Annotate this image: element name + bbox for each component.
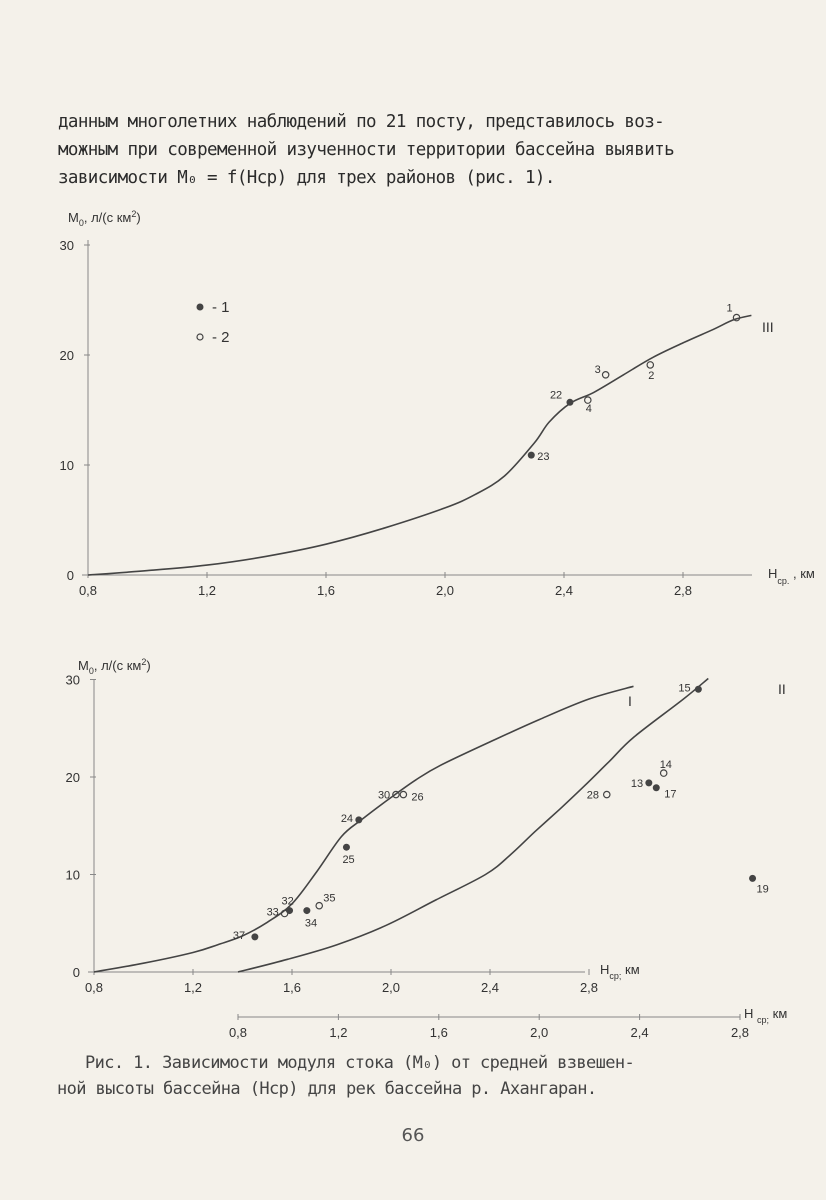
body-paragraph	[58, 108, 798, 192]
y-tick-label: 0	[66, 568, 74, 583]
y-tick-label: 0	[72, 965, 80, 980]
page-number: 66	[401, 1125, 425, 1146]
data-point	[343, 844, 350, 851]
legend	[197, 299, 230, 346]
data-point	[286, 907, 293, 914]
legend-marker-open	[197, 334, 203, 340]
data-label: 34	[304, 917, 318, 930]
y-tick-label: 20	[59, 348, 74, 363]
data-point	[400, 791, 406, 797]
data-label: 2	[648, 369, 655, 382]
data-label: 32	[281, 895, 294, 908]
data-label: 28	[586, 789, 600, 802]
y-tick-label: 20	[65, 770, 80, 785]
data-point	[647, 362, 653, 368]
data-point	[645, 779, 652, 786]
data-point	[355, 816, 362, 823]
data-label: 15	[678, 682, 691, 695]
x-tick-label: 2,4	[480, 980, 500, 995]
data-label: 24	[340, 812, 354, 825]
data-label: 17	[664, 788, 677, 801]
chart-upper	[0, 200, 826, 630]
data-point	[528, 452, 535, 459]
secondary-x-tick-label: 2,4	[630, 1025, 649, 1040]
paragraph-line: данным многолетних наблюдений по 21 посту, представилось воз-	[58, 112, 665, 132]
caption-line: ной высоты бассейна (Hср) для рек бассейна р. Ахангаран.	[57, 1079, 597, 1099]
data-label: 13	[630, 777, 644, 790]
curve-iii	[88, 315, 751, 575]
data-label: 4	[585, 403, 592, 416]
data-point	[695, 686, 702, 693]
x-tick-label: 2,0	[435, 583, 455, 598]
data-label: 1	[726, 302, 733, 315]
x-tick-label: 0,8	[84, 980, 104, 995]
data-point	[749, 875, 756, 882]
paragraph-line: зависимости M₀ = f(Hср) для трех районов (рис. 1).	[58, 168, 555, 188]
x-axis-label: $H_{ср.}$ , км	[768, 566, 815, 586]
legend-label-2: - 2	[212, 329, 230, 346]
data-label: 19	[756, 883, 769, 896]
x-axis-label: $H_{ср;}$ км	[600, 962, 640, 981]
y-tick-label: 10	[59, 458, 74, 473]
legend-label-1: - 1	[212, 299, 230, 316]
secondary-x-tick-label: 2,8	[730, 1025, 750, 1040]
legend-marker-filled	[197, 304, 204, 311]
figure-caption	[57, 1050, 815, 1102]
y-axis-label: $M_0$, л/(с $км^2$)	[68, 209, 141, 228]
data-label: 37	[232, 929, 246, 942]
data-label: 22	[549, 389, 563, 402]
secondary-x-tick-label: 1,2	[329, 1025, 348, 1040]
data-point	[251, 933, 258, 940]
y-tick-label: 10	[65, 867, 80, 883]
data-label: 35	[323, 892, 336, 905]
secondary-x-tick-label: 2,0	[530, 1025, 549, 1040]
x-tick-label: 1,2	[197, 583, 217, 598]
data-label: 26	[411, 791, 424, 804]
data-label: 3	[594, 363, 601, 376]
data-label: 30	[377, 789, 391, 802]
y-axis-label: $M_0$, л/(с $км^2$)	[78, 657, 151, 676]
data-label: 33	[266, 906, 279, 919]
curve-label: III	[762, 319, 774, 335]
data-point	[316, 903, 322, 909]
chart-lower	[0, 640, 826, 1040]
data-point	[602, 372, 608, 378]
curve-label: II	[778, 681, 786, 697]
x-tick-label: 2,0	[381, 980, 401, 995]
x-tick-label: 2,8	[673, 583, 693, 598]
x-tick-label: 1,6	[282, 980, 302, 995]
x-tick-label: 2,8	[579, 980, 599, 995]
data-point	[566, 399, 573, 406]
x-tick-label: 2,4	[554, 583, 574, 598]
data-label: 23	[537, 451, 550, 464]
data-point	[653, 784, 660, 791]
secondary-x-axis-label: H $_{ср;}$ км	[744, 1006, 788, 1025]
secondary-x-tick-label: 1,6	[429, 1025, 448, 1040]
x-tick-label: 1,2	[183, 980, 203, 995]
y-tick-label: 30	[59, 238, 74, 253]
secondary-x-tick-label: 0,8	[228, 1025, 248, 1040]
paragraph-line: можным при современной изученности территории бассейна выявить	[58, 140, 675, 160]
data-point	[604, 791, 610, 797]
data-label: 25	[342, 854, 355, 867]
y-tick-label: 30	[65, 672, 80, 688]
curve-label: I	[628, 693, 632, 709]
x-tick-label: 0,8	[78, 583, 98, 598]
x-tick-label: 1,6	[316, 583, 336, 598]
axes	[82, 240, 752, 575]
curve-i	[94, 686, 634, 972]
data-label: 14	[659, 759, 672, 772]
caption-line: Рис. 1. Зависимости модуля стока (M₀) от средней взвешен-	[85, 1053, 635, 1073]
data-point	[303, 907, 310, 914]
